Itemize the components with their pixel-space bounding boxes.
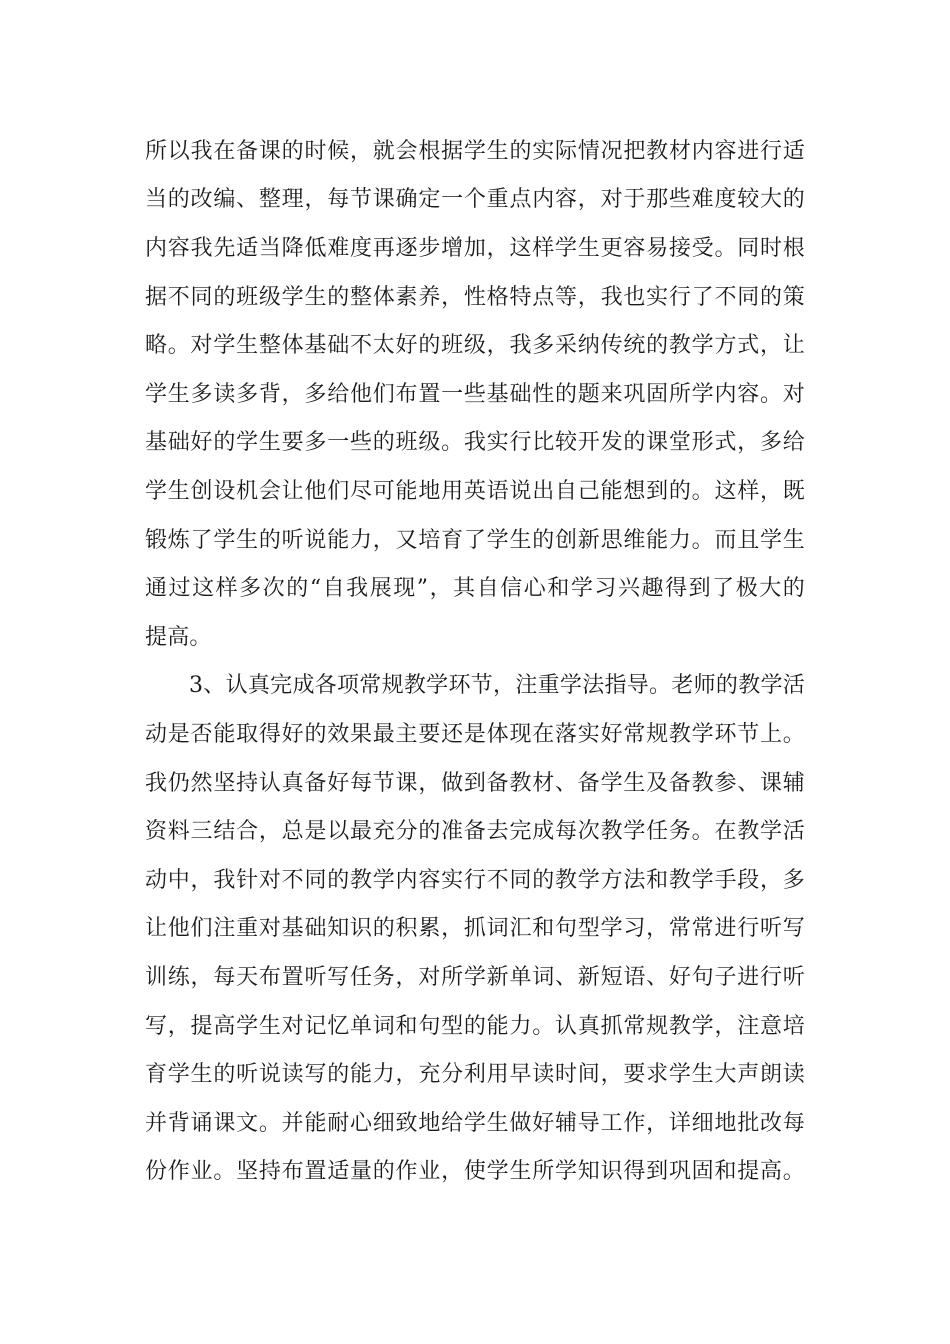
text-line: 学生多读多背，多给他们布置一些基础性的题来巩固所学内容。对 [145, 382, 805, 407]
text-line: 学生创设机会让他们尽可能地用英语说出自己能想到的。这样，既 [145, 479, 805, 504]
text-line: 资料三结合，总是以最充分的准备去完成每次教学任务。在教学活 [145, 819, 805, 844]
text-line: 通过这样多次的“自我展现”，其自信心和学习兴趣得到了极大的 [145, 576, 805, 601]
text-line: 训练，每天布置听写任务，对所学新单词、新短语、好句子进行听 [145, 965, 805, 990]
text-line: 内容我先适当降低难度再逐步增加，这样学生更容易接受。同时根 [145, 236, 805, 261]
text-line: 基础好的学生要多一些的班级。我实行比较开发的课堂形式，多给 [145, 430, 805, 455]
text-line: 让他们注重对基础知识的积累，抓词汇和句型学习，常常进行听写 [145, 916, 805, 941]
text-line: 略。对学生整体基础不太好的班级，我多采纳传统的教学方式，让 [145, 333, 805, 358]
text-line: 我仍然坚持认真备好每节课，做到备教材、备学生及备教参、课辅 [145, 771, 805, 796]
text-line: 并背诵课文。并能耐心细致地给学生做好辅导工作，详细地批改每 [145, 1111, 805, 1136]
text-line: 提高。 [145, 625, 212, 650]
text-line: 动是否能取得好的效果最主要还是体现在落实好常规教学环节上。 [145, 722, 805, 747]
text-line: 写，提高学生对记忆单词和句型的能力。认真抓常规教学，注意培 [145, 1014, 805, 1039]
text-line: 锻炼了学生的听说能力，又培育了学生的创新思维能力。而且学生 [145, 528, 805, 553]
text-line: 份作业。坚持布置适量的作业，使学生所学知识得到巩固和提高。 [145, 1159, 805, 1184]
text-line: 据不同的班级学生的整体素养，性格特点等，我也实行了不同的策 [145, 285, 805, 310]
text-line: 育学生的听说读写的能力，充分利用早读时间，要求学生大声朗读 [145, 1062, 805, 1087]
section-heading-line: 3、认真完成各项常规教学环节，注重学法指导。老师的教学活 [189, 673, 805, 698]
text-line: 所以我在备课的时候，就会根据学生的实际情况把教材内容进行适 [145, 139, 805, 164]
text-line: 当的改编、整理，每节课确定一个重点内容，对于那些难度较大的 [145, 187, 805, 212]
text-line: 动中，我针对不同的教学内容实行不同的教学方法和教学手段，多 [145, 868, 805, 893]
